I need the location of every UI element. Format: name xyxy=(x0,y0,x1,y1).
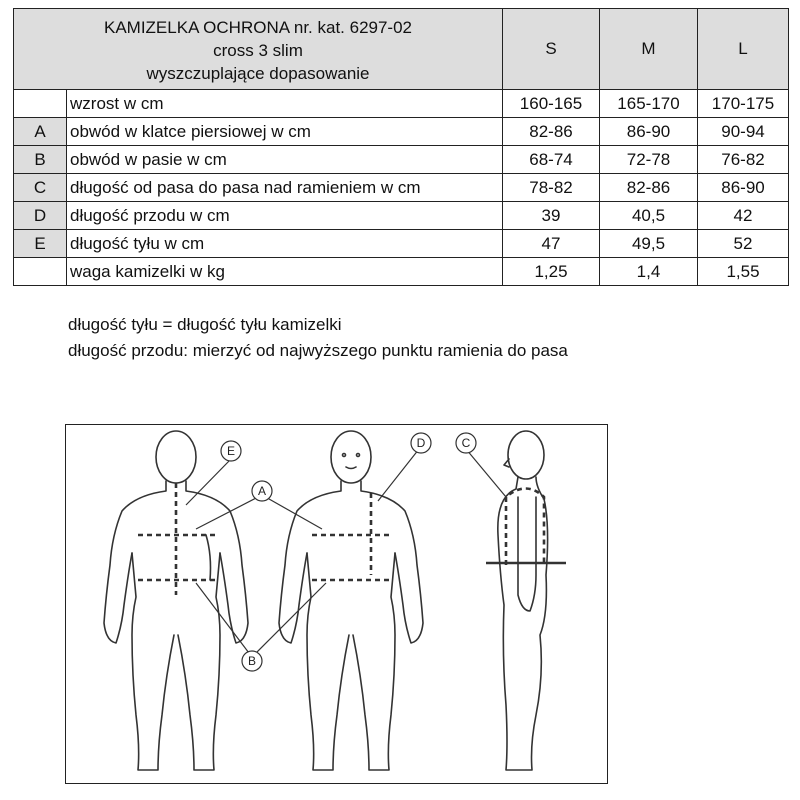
measure-value: 90-94 xyxy=(698,118,789,146)
table-row xyxy=(14,118,789,146)
callout-b xyxy=(242,651,262,671)
svg-text:A: A xyxy=(257,484,267,498)
measurement-diagram xyxy=(65,424,608,784)
measure-value: 160-165 xyxy=(503,90,600,118)
size-table xyxy=(13,8,789,286)
measure-label: obwód w klatce piersiowej w cm xyxy=(67,118,503,146)
notes xyxy=(68,312,568,364)
table-row xyxy=(14,90,789,118)
title-line: KAMIZELKA OCHRONA nr. kat. 6297-02 xyxy=(103,17,413,37)
measure-value: 42 xyxy=(698,202,789,230)
measure-value: 1,4 xyxy=(600,258,698,286)
measure-label: długość przodu w cm xyxy=(67,202,503,230)
callout-e xyxy=(221,441,241,461)
note-front-length: długość przodu: mierzyć od najwyższego punktu ramienia do pasa xyxy=(68,341,568,360)
measure-label: obwód w pasie w cm xyxy=(67,146,503,174)
measure-value: 39 xyxy=(503,202,600,230)
note-back-length: długość tyłu = długość tyłu kamizelki xyxy=(68,315,342,334)
measure-value: 78-82 xyxy=(503,174,600,202)
measure-label: długość od pasa do pasa nad ramieniem w cm xyxy=(67,174,503,202)
measure-value: 40,5 xyxy=(600,202,698,230)
body-figures-drawing xyxy=(66,425,609,785)
size-header-l: L xyxy=(698,9,789,90)
measure-letter: C xyxy=(14,174,67,202)
measure-letter: D xyxy=(14,202,67,230)
measure-value: 170-175 xyxy=(698,90,789,118)
callout-c xyxy=(456,433,476,453)
measure-letter: B xyxy=(14,146,67,174)
measure-letter xyxy=(14,258,67,286)
measure-value: 72-78 xyxy=(600,146,698,174)
table-row xyxy=(14,230,789,258)
svg-text:B: B xyxy=(247,654,257,668)
svg-text:D: D xyxy=(416,436,426,450)
size-header-s: S xyxy=(503,9,600,90)
size-header-m: M xyxy=(600,9,698,90)
table-header-row xyxy=(14,9,789,90)
table-row xyxy=(14,258,789,286)
callout-d xyxy=(411,433,431,453)
svg-text:C: C xyxy=(461,436,471,450)
measure-label: waga kamizelki w kg xyxy=(67,258,503,286)
title-line: cross 3 slim xyxy=(213,40,303,60)
measure-letter: E xyxy=(14,230,67,258)
measure-value: 47 xyxy=(503,230,600,258)
callout-a xyxy=(252,481,272,501)
svg-text:E: E xyxy=(226,444,236,458)
measure-value: 1,25 xyxy=(503,258,600,286)
measure-label: wzrost w cm xyxy=(67,90,503,118)
table-row xyxy=(14,174,789,202)
over-shoulder-line xyxy=(506,489,544,566)
front-view-figure xyxy=(279,431,423,770)
product-title xyxy=(14,9,503,90)
measure-value: 165-170 xyxy=(600,90,698,118)
measure-value: 82-86 xyxy=(503,118,600,146)
measure-value: 68-74 xyxy=(503,146,600,174)
measure-value: 76-82 xyxy=(698,146,789,174)
back-view-figure xyxy=(104,431,248,770)
measure-value: 82-86 xyxy=(600,174,698,202)
measure-value: 49,5 xyxy=(600,230,698,258)
title-line: wyszczuplające dopasowanie xyxy=(146,63,370,83)
measure-value: 52 xyxy=(698,230,789,258)
measure-label: długość tyłu w cm xyxy=(67,230,503,258)
side-view-figure xyxy=(498,431,548,770)
measure-value: 86-90 xyxy=(600,118,698,146)
table-row xyxy=(14,146,789,174)
table-row xyxy=(14,202,789,230)
measure-letter: A xyxy=(14,118,67,146)
measure-value: 86-90 xyxy=(698,174,789,202)
measure-letter xyxy=(14,90,67,118)
measure-value: 1,55 xyxy=(698,258,789,286)
